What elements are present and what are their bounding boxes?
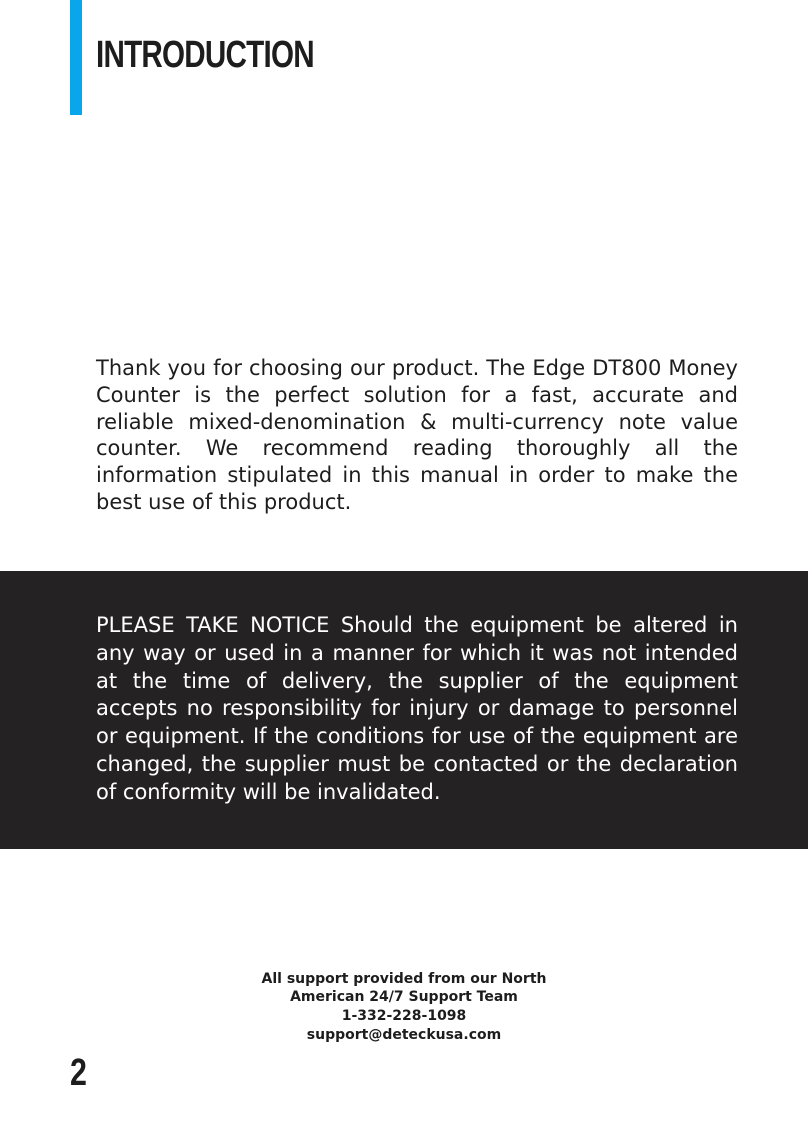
support-line-1: All support provided from our North: [261, 971, 547, 987]
support-email: support@deteckusa.com: [306, 1027, 502, 1044]
page-number: 2: [70, 1052, 87, 1094]
support-phone: 1-332-228-1098: [341, 1007, 467, 1024]
intro-paragraph: Thank you for choosing our product. The Edge DT800 Money Counter is the perfect solution for a fast, accurate and reliable mixed-denomination & multi-currency note value counter. We recommend reading thoroughly all the information stipulated in this manual in order to make the best use of this product.: [96, 356, 738, 514]
page-title: INTRODUCTION: [96, 34, 314, 76]
heading-accent-bar: [70, 0, 82, 115]
notice-paragraph: PLEASE TAKE NOTICE Should the equipment be altered in any way or used in a manner for which it was not intended at the time of delivery, the supplier of the equipment accepts no responsibility for injury or damage to personnel or equipment. If the conditions for use of the equipment are changed, the supplier must be contacted or the declaration of conformity will be invalidated.: [96, 613, 738, 804]
support-line-2: American 24/7 Support Team: [290, 989, 518, 1006]
support-info: [204, 970, 604, 1045]
